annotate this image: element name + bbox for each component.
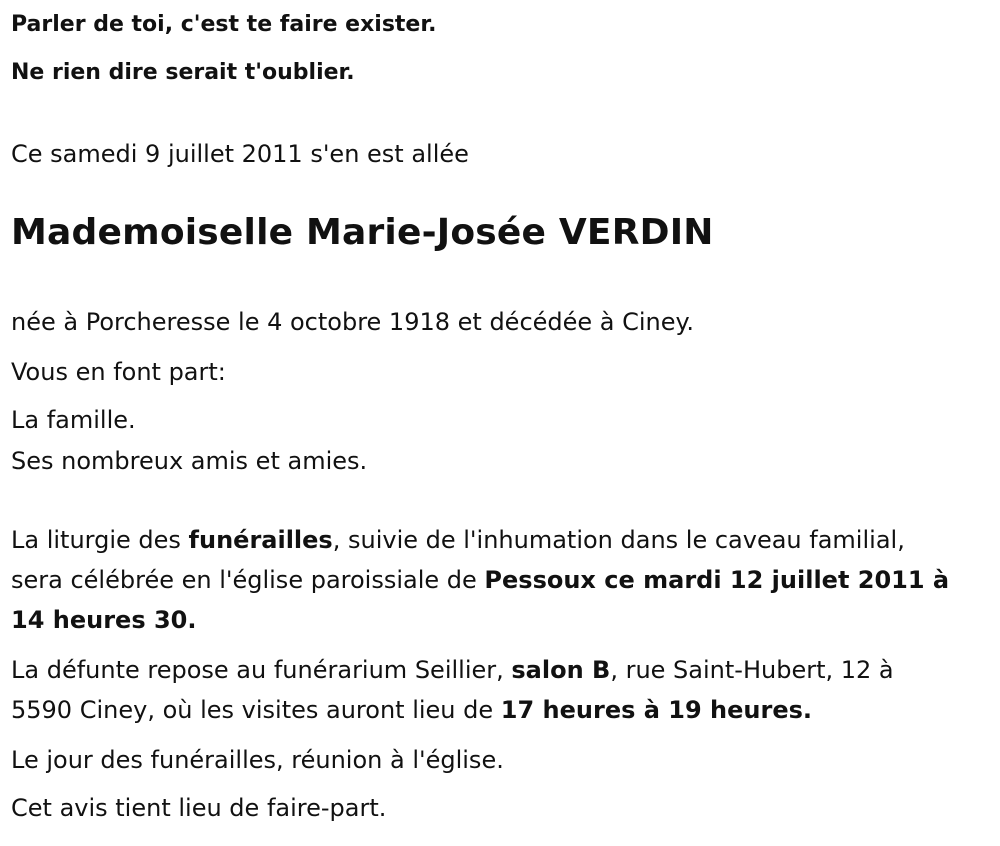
funeral-line-2 [11,566,949,594]
family-line-2: Ses nombreux amis et amies. [11,447,368,475]
family-line-1: La famille. [11,406,136,434]
salon-name: salon B [511,656,611,684]
announcement: Ce samedi 9 juillet 2011 s'en est allée [11,140,469,168]
notice-text: Cet avis tient lieu de faire-part. [11,794,387,822]
funeral-line-3 [11,606,196,634]
funeral-place-date: Pessoux ce mardi 12 juillet 2011 à [484,566,950,594]
funeral-line-1-text-a: La liturgie des [11,526,189,554]
birth-death-info: née à Porcheresse le 4 octobre 1918 et décédée à Ciney. [11,308,694,336]
share-intro: Vous en font part: [11,358,226,386]
deceased-name: Mademoiselle Marie-Josée VERDIN [11,212,714,253]
rest-line-2-text-a: 5590 Ciney, où les visites auront lieu de [11,696,501,724]
church-meeting: Le jour des funérailles, réunion à l'église. [11,746,504,774]
funeral-word: funérailles [188,526,333,554]
rest-line-1-text-c: , rue Saint-Hubert, 12 à [610,656,894,684]
rest-line-1-text-a: La défunte repose au funérarium Seillier, [11,656,512,684]
quote-line-1: Parler de toi, c'est te faire exister. [11,12,437,37]
funeral-line-1-text-c: , suivie de l'inhumation dans le caveau familial, [332,526,905,554]
funeral-time: 14 heures 30. [11,606,197,634]
funeral-line-2-text-a: sera célébrée en l'église paroissiale de [11,566,485,594]
funeral-line-1 [11,526,905,554]
quote-line-2: Ne rien dire serait t'oublier. [11,60,355,85]
visiting-hours: 17 heures à 19 heures. [500,696,813,724]
rest-line-1 [11,656,894,684]
rest-line-2 [11,696,812,724]
